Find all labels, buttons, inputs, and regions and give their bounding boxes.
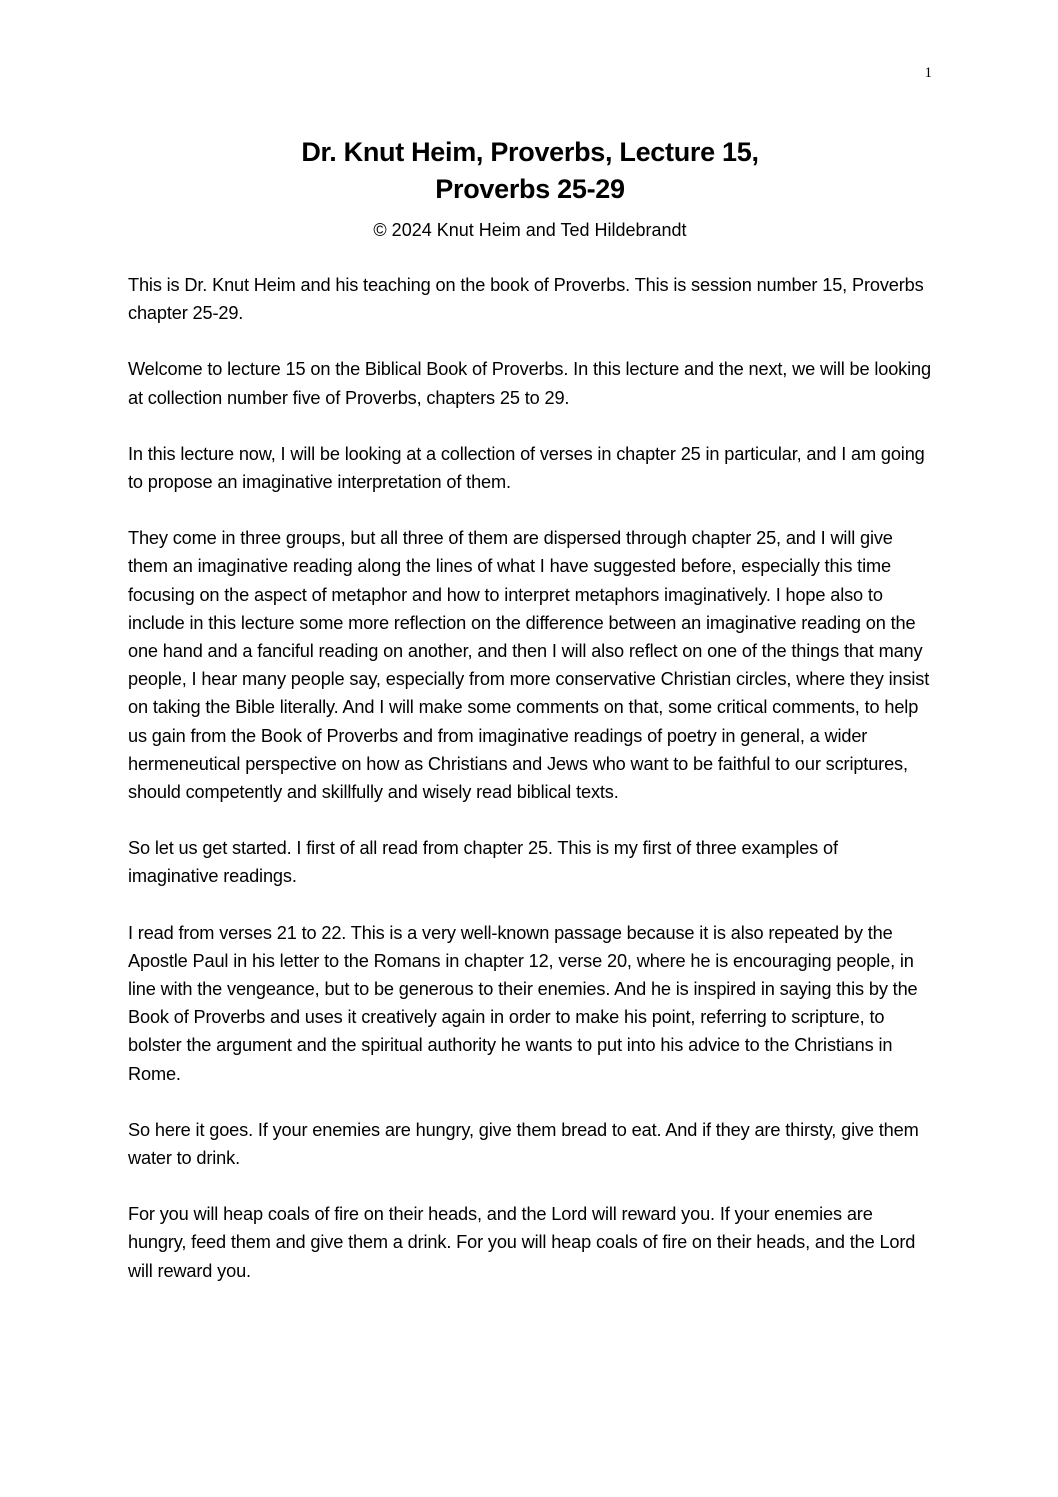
paragraph: They come in three groups, but all three of them are dispersed through chapter 25, and I will give them an imaginative reading along the lines of what I have suggested before, especially this time focusing on the aspect of metaphor and how to interpret metaphors imaginatively. I hope also to include in this lecture some more reflection on the difference between an imaginative reading on the one hand and a fanciful reading on another, and then I will also reflect on one of the things that many people, I hear many people say, especially from more conservative Christian circles, where they insist on taking the Bible literally. And I will make some comments on that, some critical comments, to help us gain from the Book of Proverbs and from imaginative readings of poetry in general, a wider hermeneutical perspective on how as Christians and Jews who want to be faithful to our scriptures, should competently and skillfully and wisely read biblical texts.: [128, 528, 930, 803]
paragraph: In this lecture now, I will be looking at a collection of verses in chapter 25 in particular, and I am going to propose an imaginative interpretation of them.: [128, 443, 925, 493]
title-line-1: Dr. Knut Heim, Proverbs, Lecture 15,: [301, 137, 759, 167]
paragraph: I read from verses 21 to 22. This is a very well-known passage because it is also repeated by the Apostle Paul in his letter to the Romans in chapter 12, verse 20, where he is encouraging people, in line with the vengeance, but to be generous to their enemies. And he is inspired in saying this by the Book of Proverbs and uses it creatively again in order to make his point, referring to scripture, to bolster the argument and the spiritual authority he wants to put into his advice to the Christians in Rome.: [128, 922, 918, 1084]
paragraph: So let us get started. I first of all read from chapter 25. This is my first of three examples of imaginative readings.: [128, 838, 838, 887]
page-title: [126, 134, 934, 208]
paragraph: For you will heap coals of fire on their heads, and the Lord will reward you. If your enemies are hungry, feed them and give them a drink. For you will heap coals of fire on their heads, and the Lord will reward you.: [128, 1204, 916, 1281]
paragraph: This is Dr. Knut Heim and his teaching on the book of Proverbs. This is session number 15, Proverbs chapter 25-29.: [128, 275, 924, 324]
paragraph: Welcome to lecture 15 on the Biblical Book of Proverbs. In this lecture and the next, we will be looking at collection number five of Proverbs, chapters 25 to 29.: [128, 359, 931, 408]
page-number: 1: [924, 65, 932, 81]
paragraph: So here it goes. If your enemies are hungry, give them bread to eat. And if they are thirsty, give them water to drink.: [128, 1119, 919, 1169]
body-text: [128, 271, 933, 1313]
title-line-2: Proverbs 25-29: [435, 174, 625, 204]
copyright-notice: © 2024 Knut Heim and Ted Hildebrandt: [373, 220, 687, 240]
